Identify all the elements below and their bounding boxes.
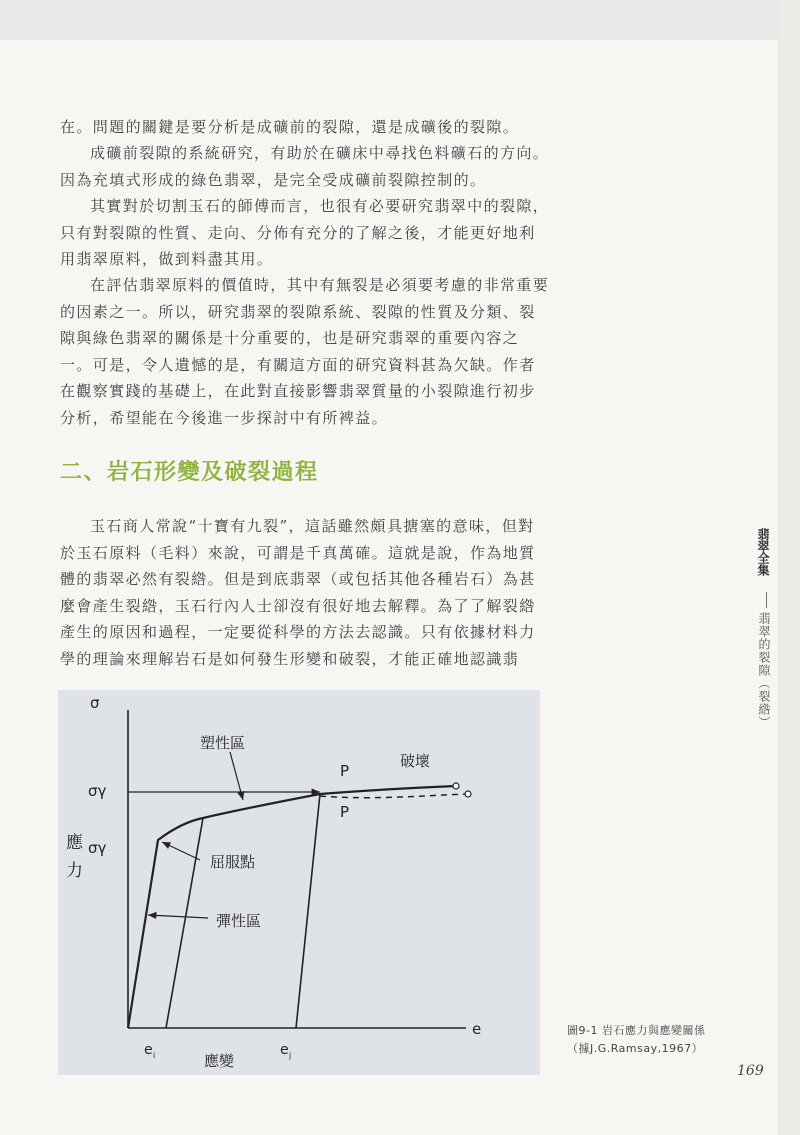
side-tab-divider [766,592,767,608]
stress-strain-diagram [58,690,540,1075]
yield-point-label: 屈服點 [210,853,256,871]
scan-right-margin [778,0,800,1135]
yield-pointer [162,842,200,860]
dashed-failure-curve [320,794,466,798]
strain-tick-2-sub: j [289,1051,292,1060]
plastic-pointer [230,752,243,800]
elastic-zone-label: 彈性區 [216,912,262,930]
side-tab-chapter: 翡翠的裂隙（裂綹） [757,612,771,729]
strain-tick-1-sub: i [153,1051,156,1060]
failure-point-lower [465,791,471,797]
stress-axis-symbol: σ [90,694,100,712]
strain-axis-symbol: e [472,1020,482,1038]
caption-source: （據J.G.Ramsay,1967） [567,1042,704,1055]
yield-stress-label-lower: σγ [88,839,107,857]
unload-line-1 [166,818,203,1028]
peak-label-lower: P [340,803,350,821]
figure-caption [567,1022,757,1058]
failure-point-upper [453,783,459,789]
stress-axis-label-2: 力 [66,861,83,881]
stress-strain-curve [128,786,456,1028]
section-heading: 二、岩石形變及破裂過程 [60,460,319,485]
paragraph-1: 在。問題的關鍵是要分析是成礦前的裂隙，還是成礦後的裂隙。 [60,118,520,136]
failure-label: 破壞 [400,752,431,770]
strain-tick-2: e [280,1042,289,1058]
stress-axis-label-1: 應 [66,833,83,853]
unload-line-2 [296,794,320,1028]
paragraph-5: 玉石商人常說“十寶有九裂”，這話雖然頗具搪塞的意味，但對於玉石原料（毛料）來說，可謂是千真萬確。這就是說，作為地質體的翡翠必然有裂綹。但是到底翡翠（或包括其他各種岩石）為甚麼會產生裂綹，玉石行內人士卻沒有很好地去解釋。為了了解裂綹產生的原因和過程，一定要從科學的方法去認識。只有依據材料力學的理論來理解岩石是如何發生形變和破裂，才能正確地認識翡 [60,517,536,668]
paragraph-4: 在評估翡翠原料的價值時，其中有無裂是必須要考慮的非常重要的因素之一。所以，研究翡翠的裂隙系統、裂隙的性質及分類、裂隙與綠色翡翠的關係是十分重要的，也是研究翡翠的重要內容之一。可是，令人遺憾的是，有關這方面的研究資料甚為欠缺。作者在觀察實踐的基礎上，在此對直接影響翡翠質量的小裂隙進行初步分析，希望能在今後進一步探討中有所裨益。 [60,276,550,427]
caption-title: 圖9-1 岩石應力與應變關係 [567,1024,706,1037]
page-number: 169 [737,1063,764,1079]
yield-stress-label-upper: σγ [88,782,107,800]
strain-tick-1: e [144,1042,153,1058]
paragraph-2: 成礦前裂隙的系統研究，有助於在礦床中尋找色料礦石的方向。因為充填式形成的綠色翡翠，是完全受成礦前裂隙控制的。 [60,144,550,189]
side-tab-series: 翡翠全集 [756,528,770,576]
stress-strain-figure [58,690,540,1075]
elastic-pointer [148,915,208,918]
scan-top-margin [0,0,800,40]
plastic-zone-label: 塑性區 [200,734,246,752]
strain-axis-label: 應變 [204,1052,235,1070]
peak-label-upper: P [340,762,350,780]
paragraph-3: 其實對於切割玉石的師傅而言，也很有必要研究翡翠中的裂隙，只有對裂隙的性質、走向、分佈有充分的了解之後，才能更好地利用翡翠原料，做到料盡其用。 [60,197,550,268]
